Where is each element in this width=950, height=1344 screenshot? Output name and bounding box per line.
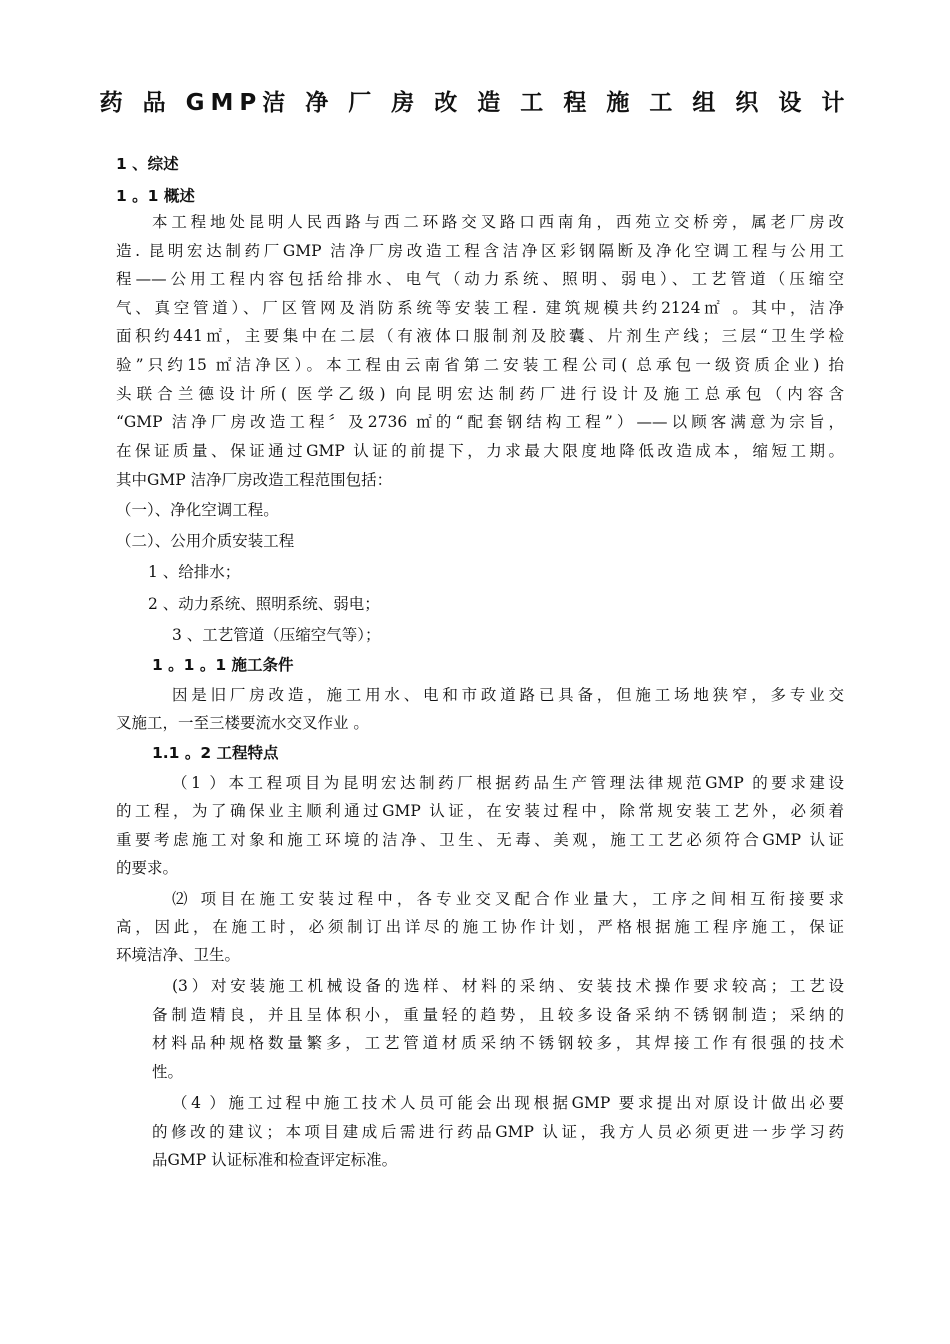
section-heading: 1 。1 概述 [116,187,195,205]
section-heading: 1 。1 。1 施工条件 [152,656,294,674]
text-line: 高，因此，在施工时，必须制订出详尽的施工协作计划，严格根据施工程序施工，保证 [116,918,844,936]
text-line: 环境洁净、卫生。 [116,946,241,964]
text-line: 因是旧厂房改造，施工用水、电和市政道路已具备，但施工场地狭窄，多专业交 [172,686,844,704]
document-title: 药 品 GMP洁 净 厂 房 改 造 工 程 施 工 组 织 设 计 [99,90,851,116]
text-line: （一）、净化空调工程。 [116,501,279,519]
text-line: 品GMP 认证标准和检查评定标准。 [152,1151,398,1169]
text-line: 重要考虑施工对象和施工环境的洁净、卫生、无毒、美观，施工工艺必须符合GMP 认证 [116,831,844,849]
text-line: 本工程地处昆明人民西路与西二环路交叉路口西南角，西苑立交桥旁，属老厂房改 [152,213,844,231]
text-line: 3 、工艺管道（压缩空气等）； [172,626,381,644]
text-line: （4 ）施工过程中施工技术人员可能会出现根据GMP 要求提出对原设计做出必要 [172,1094,844,1112]
text-line: 气、真空管道）、厂区管网及消防系统等安装工程. 建筑规模共约2124㎡ 。其中，洁净 [116,299,844,317]
text-line: 的工程，为了确保业主顺利通过GMP 认证，在安装过程中，除常规安装工艺外，必须着 [116,802,844,820]
text-line: 验”只约15 ㎡洁净区）。本工程由云南省第二安装工程公司( 总承包一级资质企业) 抬 [116,356,844,374]
text-line: 在保证质量、保证通过GMP 认证的前提下，力求最大限度地降低改造成本，缩短工期。 [116,442,844,460]
text-line: 其中GMP 洁净厂房改造工程范围包括： [116,471,393,489]
text-line: 1 、给排水； [148,563,241,581]
text-line: 面积约441㎡，主要集中在二层（有液体口服制剂及胶囊、片剂生产线；三层“卫生学检 [116,327,844,345]
text-line: (3）对安装施工机械设备的选样、材料的采纳、安装技术操作要求较高；工艺设 [172,977,844,995]
text-line: 的要求。 [116,859,179,877]
text-line: 2 、动力系统、照明系统、弱电； [148,595,380,613]
section-heading: 1 、综述 [116,155,179,173]
text-line: ⑵ 项目在施工安装过程中，各专业交叉配合作业量大，工序之间相互衔接要求 [172,890,844,908]
text-line: 头联合兰德设计所( 医学乙级) 向昆明宏达制药厂进行设计及施工总承包（内容含 [116,385,844,403]
section-heading: 1.1 。2 工程特点 [152,744,279,762]
text-line: 性。 [152,1063,184,1081]
text-line: （1 ）本工程项目为昆明宏达制药厂根据药品生产管理法律规范GMP 的要求建设 [172,774,844,792]
text-line: 材料品种规格数量繁多，工艺管道材质采纳不锈钢较多，其焊接工作有很强的技术 [152,1034,844,1052]
text-line: 程——公用工程内容包括给排水、电气（动力系统、照明、弱电）、工艺管道（压缩空 [116,270,844,288]
text-line: 叉施工，一至三楼要流水交叉作业 。 [116,714,369,732]
text-line: “GMP 洁净厂房改造工程〞及2736 ㎡的“配套钢结构工程”）——以顾客满意为宗旨， [116,413,844,431]
text-line: 的修改的建议；本项目建成后需进行药品GMP 认证，我方人员必须更进一步学习药 [152,1123,844,1141]
text-line: 造. 昆明宏达制药厂GMP 洁净厂房改造工程含洁净区彩钢隔断及净化空调工程与公用工 [116,242,844,260]
text-line: 备制造精良，并且呈体积小，重量轻的趋势，且较多设备采纳不锈钢制造；采纳的 [152,1006,844,1024]
text-line: （二）、公用介质安装工程 [116,532,295,550]
